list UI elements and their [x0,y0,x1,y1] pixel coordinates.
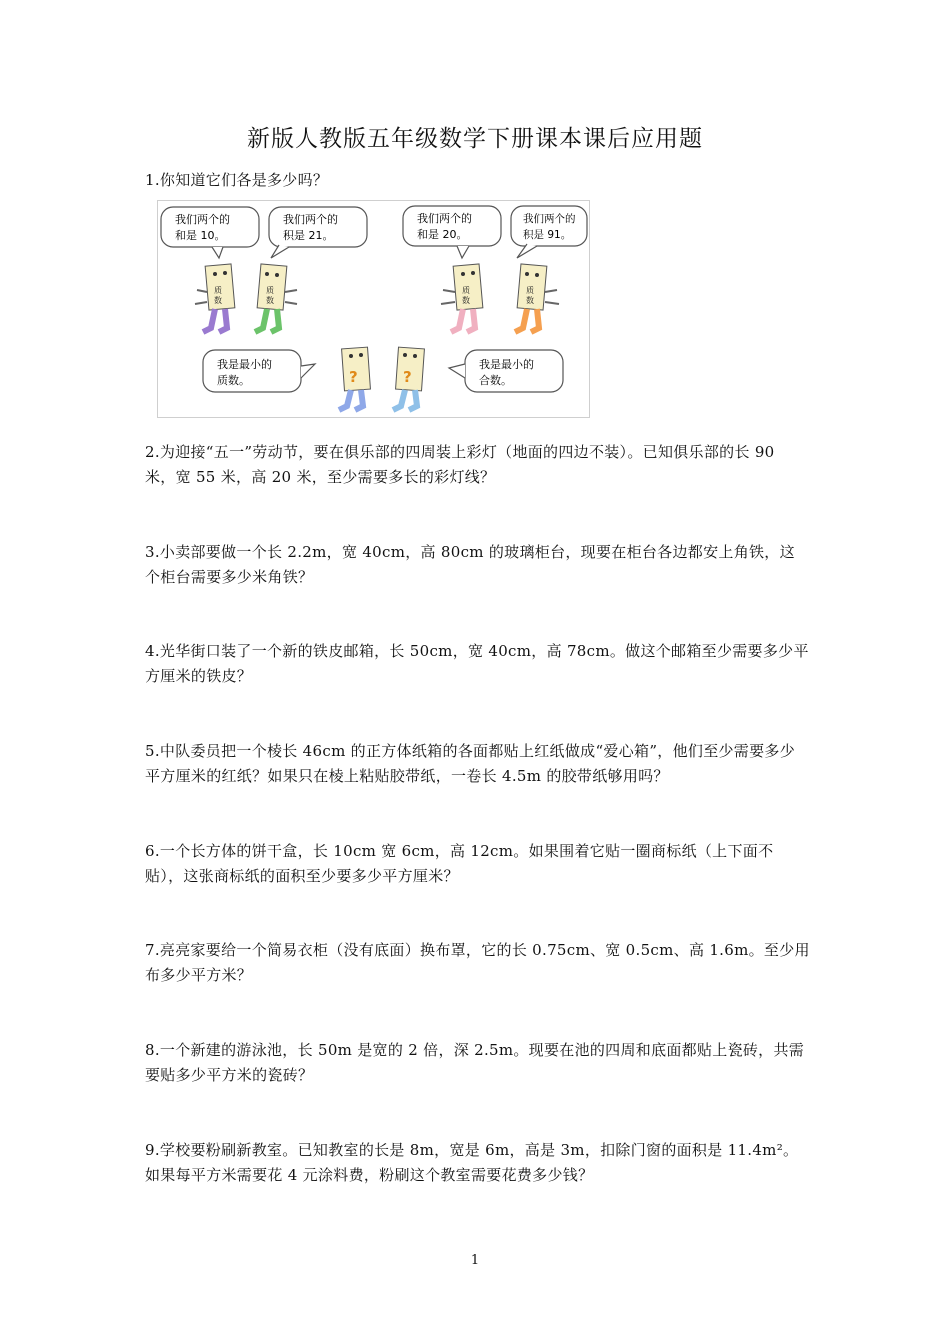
card-3-bottom: 数 [462,296,470,305]
speech-bubble-6 [449,350,563,392]
bubble-2-line-2: 积是 21。 [283,229,334,242]
bubble-5-line-1: 我是最小的 [217,358,272,371]
card-5-mark: ? [349,368,358,386]
prime-number-illustration [157,200,590,418]
question-4: 4.光华街口装了一个新的铁皮邮箱，长 50cm，宽 40cm，高 78cm。做这个邮箱至少需要多少平方厘米的铁皮？ [145,642,809,685]
bubble-1-line-1: 我们两个的 [175,213,230,226]
bubble-5-line-2: 质数。 [217,374,250,387]
card-4-bottom: 数 [526,296,534,305]
card-2-bottom: 数 [266,296,274,305]
question-2: 2.为迎接“五一”劳动节，要在俱乐部的四周装上彩灯（地面的四边不装）。已知俱乐部的长 90 米，宽 55 米，高 20 米，至少需要多长的彩灯线？ [145,443,775,486]
card-6-mark: ? [403,368,412,386]
bubble-4-line-2: 积是 91。 [523,229,572,241]
bubble-3-line-1: 我们两个的 [417,212,472,225]
bubble-2-line-1: 我们两个的 [283,213,338,226]
card-3-top: 质 [462,286,470,295]
question-5: 5.中队委员把一个棱长 46cm 的正方体纸箱的各面都贴上红纸做成“爱心箱”，他们至少需要多少平方厘米的红纸？如果只在棱上粘贴胶带纸，一卷长 4.5m 的胶带纸够用吗？ [145,742,795,785]
question-3: 3.小卖部要做一个长 2.2m，宽 40cm，高 80cm 的玻璃柜台，现要在柜台各边都安上角铁，这个柜台需要多少米角铁？ [145,543,795,586]
card-2-top: 质 [266,286,274,295]
question-6: 6.一个长方体的饼干盒，长 10cm 宽 6cm，高 12cm。如果围着它贴一圈商标纸（上下面不贴），这张商标纸的面积至少要多少平方厘米？ [145,842,774,885]
bubble-3-line-2: 和是 20。 [417,228,468,241]
bubble-4-line-1: 我们两个的 [523,213,576,225]
question-8: 8.一个新建的游泳池，长 50m 是宽的 2 倍，深 2.5m。现要在池的四周和底面都贴上瓷砖，共需要贴多少平方米的瓷砖？ [145,1041,805,1084]
question-1: 1.你知道它们各是多少吗？ [145,171,329,189]
card-1-top: 质 [214,286,222,295]
speech-bubble-5 [203,350,315,392]
question-9: 9.学校要粉刷新教室。已知教室的长是 8m，宽是 6m，高是 3m，扣除门窗的面积是 11.4m²。如果每平方米需要花 4 元涂料费，粉刷这个教室需要花费多少钱？ [145,1141,799,1184]
bubble-6-line-2: 合数。 [479,374,512,387]
page-number: 1 [470,1253,480,1268]
document-title: 新版人教版五年级数学下册课本课后应用题 [247,126,703,152]
question-7: 7.亮亮家要给一个简易衣柜（没有底面）换布罩，它的长 0.75cm、宽 0.5cm、高 1.6m。至少用布多少平方米？ [145,941,810,984]
card-4-top: 质 [526,286,534,295]
bubble-1-line-2: 和是 10。 [175,229,226,242]
card-1-bottom: 数 [214,296,222,305]
bubble-6-line-1: 我是最小的 [479,358,534,371]
